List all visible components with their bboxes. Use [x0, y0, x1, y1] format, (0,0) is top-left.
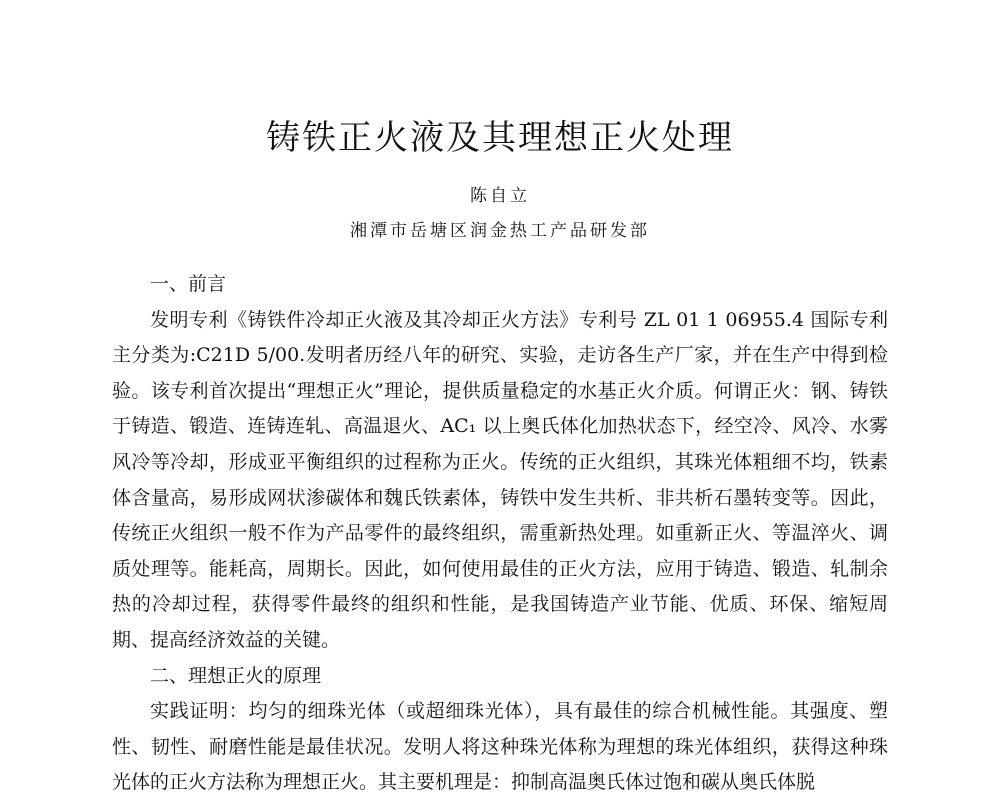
section-heading-principle: 二、理想正火的原理 — [150, 664, 322, 687]
section-paragraph-principle: 实践证明：均匀的细珠光体（或超细珠光体），具有最佳的综合机械性能。其强度、塑性、韧性、耐磨性能是最佳状况。发明人将这种珠光体称为理想的珠光体组织，获得这种珠光体的正火方法称为理想正火。其主要机理是：抑制高温奥氏体过饱和碳从奥氏体脱 — [112, 700, 888, 794]
author-name: 陈自立 — [470, 186, 530, 206]
section-paragraph-preface: 发明专利《铸铁件冷却正火液及其冷却正火方法》专利号 ZL 01 1 06955.4 国际专利主分类为:C21D 5/00.发明者历经八年的研究、实验，走访各生产厂家，并在生产中得到检验。该专利首次提出“理想正火”理论，提供质量稳定的水基正火介质。何谓正火：钢、铸铁于铸造、锻造、连铸连轧、高温退火、AC₁ 以上奥氏体化加热状态下，经空冷、风冷、水雾风冷等冷却，形成亚平衡组织的过程称为正火。传统的正火组织，其珠光体粗细不均，铁素体含量高，易形成网状渗碳体和魏氏铁素体，铸铁中发生共析、非共析石墨转变等。因此，传统正火组织一般不作为产品零件的最终组织，需重新热处理。如重新正火、等温淬火、调质处理等。能耗高，周期长。因此，如何使用最佳的正火方法，应用于铸造、锻造、轧制余热的冷却过程，获得零件最终的组织和性能，是我国铸造产业节能、优质、环保、缩短周期、提高经济效益的关键。 — [112, 308, 888, 651]
paper-title: 铸铁正火液及其理想正火处理 — [266, 118, 734, 158]
author-affiliation: 湘潭市岳塘区润金热工产品研发部 — [350, 221, 650, 241]
section-heading-preface: 一、前言 — [150, 273, 227, 295]
paper-body — [112, 267, 888, 801]
